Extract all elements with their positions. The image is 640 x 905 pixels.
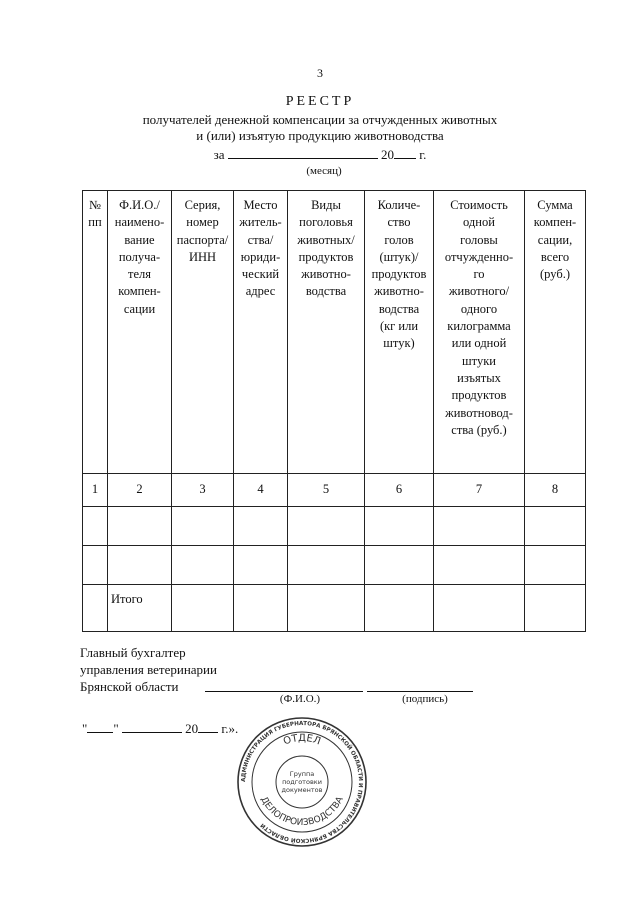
month-blank bbox=[228, 146, 378, 159]
header-label-line: житель- bbox=[239, 215, 282, 230]
header-label-line: Серия, bbox=[184, 198, 221, 212]
signer-title-line-2: управления ветеринарии bbox=[80, 662, 217, 677]
fio-caption: (Ф.И.О.) bbox=[279, 693, 321, 705]
header-label-line: или одной bbox=[451, 336, 507, 351]
header-label-line: животного/ bbox=[448, 284, 510, 299]
header-label-line: адрес bbox=[245, 284, 276, 299]
empty-cell bbox=[365, 546, 434, 585]
signer-title-line-1: Главный бухгалтер bbox=[80, 645, 186, 660]
column-number: 6 bbox=[365, 474, 434, 507]
period-year-prefix: 20 bbox=[381, 147, 395, 162]
header-label-line: сации bbox=[123, 301, 156, 316]
column-number: 7 bbox=[434, 474, 525, 507]
header-label-line: компен- bbox=[118, 284, 161, 299]
register-table bbox=[82, 190, 586, 632]
svg-text:ОТДЕЛ bbox=[282, 733, 322, 747]
header-label-line: вание bbox=[124, 232, 155, 247]
header-cell bbox=[172, 191, 234, 474]
signature-line bbox=[367, 691, 473, 692]
header-cell bbox=[365, 191, 434, 474]
empty-cell bbox=[83, 507, 108, 546]
header-label-line: компен- bbox=[533, 215, 577, 230]
header-label-line: Виды bbox=[311, 198, 341, 212]
header-label-line: килограмма bbox=[447, 319, 511, 334]
header-label-line: продуктов bbox=[451, 388, 507, 403]
header-label-line: штук) bbox=[383, 336, 415, 351]
header-label-line: головы bbox=[460, 232, 498, 247]
empty-cell bbox=[108, 546, 172, 585]
column-number: 1 bbox=[83, 474, 108, 507]
day-blank bbox=[87, 720, 113, 733]
header-label-line: (штук)/ bbox=[379, 249, 419, 264]
header-label-line: животно- bbox=[374, 284, 424, 299]
department-stamp bbox=[236, 716, 368, 848]
column-number-row bbox=[83, 474, 586, 507]
empty-cell bbox=[83, 585, 108, 632]
header-label-line: штуки bbox=[462, 353, 496, 368]
signature-caption: (подпись) bbox=[402, 693, 448, 705]
header-label-line: продуктов bbox=[298, 249, 354, 264]
header-label-line: Ф.И.О./ bbox=[119, 198, 160, 212]
month-blank-date bbox=[122, 720, 182, 733]
header-label-line: ства (руб.) bbox=[451, 422, 507, 437]
header-label-line: (руб.) bbox=[540, 267, 570, 282]
empty-cell bbox=[365, 585, 434, 632]
header-label-line: (кг или bbox=[379, 319, 419, 334]
header-cell bbox=[434, 191, 525, 474]
header-label-line: наимено- bbox=[114, 215, 165, 230]
empty-row bbox=[83, 507, 586, 546]
header-label-line: водства bbox=[378, 301, 420, 316]
header-label-line: № bbox=[89, 198, 101, 212]
empty-cell bbox=[434, 546, 525, 585]
header-label-line: отчужденно- bbox=[444, 249, 514, 264]
empty-cell bbox=[172, 585, 234, 632]
header-label-line: водства bbox=[305, 284, 347, 299]
header-label-line: Количе- bbox=[377, 198, 421, 212]
header-label-line: животно- bbox=[301, 267, 351, 282]
header-label-line: получа- bbox=[118, 249, 161, 264]
stamp-center-line-3: документов bbox=[281, 786, 323, 794]
header-label-line: ства/ bbox=[247, 232, 274, 247]
period-row bbox=[0, 146, 640, 163]
header-cell bbox=[108, 191, 172, 474]
empty-cell bbox=[288, 585, 365, 632]
svg-text:ДЕЛОПРОИЗВОДСТВА bbox=[258, 795, 346, 829]
empty-cell bbox=[234, 507, 288, 546]
empty-cell bbox=[288, 546, 365, 585]
empty-cell bbox=[288, 507, 365, 546]
year-blank-date bbox=[198, 720, 218, 733]
column-number: 8 bbox=[525, 474, 586, 507]
header-label-line: теля bbox=[128, 267, 151, 282]
header-label-line: ИНН bbox=[188, 249, 217, 264]
header-cell bbox=[234, 191, 288, 474]
signer-title-line-3: Брянской области bbox=[80, 679, 179, 694]
empty-cell bbox=[108, 507, 172, 546]
fio-line bbox=[205, 691, 363, 692]
column-number: 5 bbox=[288, 474, 365, 507]
header-label-line: ческий bbox=[241, 267, 280, 282]
header-label-line: изъятых bbox=[457, 370, 501, 385]
header-label-line: всего bbox=[540, 249, 570, 264]
header-label-line: голов bbox=[384, 232, 414, 247]
header-label-line: юриди- bbox=[240, 249, 281, 264]
empty-cell bbox=[525, 585, 586, 632]
empty-cell bbox=[525, 507, 586, 546]
header-label-line: одного bbox=[460, 301, 498, 316]
column-number: 3 bbox=[172, 474, 234, 507]
header-label-line: Место bbox=[243, 198, 278, 212]
empty-cell bbox=[525, 546, 586, 585]
empty-cell bbox=[234, 585, 288, 632]
header-label-line: Сумма bbox=[537, 198, 573, 212]
page-number: 3 bbox=[317, 66, 323, 80]
empty-cell bbox=[434, 585, 525, 632]
total-label: Итого bbox=[108, 585, 172, 632]
date-year-prefix: 20 bbox=[185, 721, 199, 736]
header-label-line: пп bbox=[88, 215, 102, 230]
empty-cell bbox=[172, 507, 234, 546]
subtitle-line-1: получателей денежной компенсации за отчужденных животных bbox=[142, 112, 498, 127]
date-line bbox=[82, 720, 238, 737]
stamp-ring-text: АДМИНИСТРАЦИЯ ГУБЕРНАТОРА БРЯНСКОЙ ОБЛАСТИ И ПРАВИТЕЛЬСТВА БРЯНСКОЙ ОБЛАСТИ bbox=[240, 720, 364, 844]
header-row bbox=[83, 191, 586, 474]
stamp-dept-top: ОТДЕЛ bbox=[282, 732, 323, 748]
empty-row bbox=[83, 546, 586, 585]
header-cell bbox=[83, 191, 108, 474]
empty-cell bbox=[434, 507, 525, 546]
header-label-line: одной bbox=[463, 215, 495, 230]
stamp-center-line-1: Группа bbox=[289, 770, 315, 778]
header-cell bbox=[525, 191, 586, 474]
header-label-line: животновод- bbox=[445, 405, 513, 420]
empty-cell bbox=[83, 546, 108, 585]
subtitle-line-2: и (или) изъятую продукцию животноводства bbox=[196, 128, 444, 143]
header-label-line: поголовья bbox=[299, 215, 353, 230]
date-suffix: г.». bbox=[221, 721, 239, 736]
header-label-line: сации, bbox=[537, 232, 573, 247]
period-suffix: г. bbox=[419, 147, 427, 162]
empty-cell bbox=[172, 546, 234, 585]
header-label-line: животных/ bbox=[297, 232, 355, 247]
month-caption: (месяц) bbox=[306, 165, 342, 177]
empty-cell bbox=[234, 546, 288, 585]
date-close-quote: " bbox=[113, 721, 119, 736]
header-label-line: номер bbox=[186, 215, 219, 230]
year-blank bbox=[394, 146, 416, 159]
empty-cell bbox=[365, 507, 434, 546]
header-label-line: ство bbox=[387, 215, 411, 230]
column-number: 4 bbox=[234, 474, 288, 507]
date-open-quote: " bbox=[82, 721, 88, 736]
header-label-line: паспорта/ bbox=[176, 232, 229, 247]
column-number: 2 bbox=[108, 474, 172, 507]
total-row bbox=[83, 585, 586, 632]
header-label-line: го bbox=[473, 267, 485, 282]
stamp-dept-bottom: ДЕЛОПРОИЗВОДСТВА bbox=[258, 795, 346, 829]
period-prefix: за bbox=[213, 147, 225, 162]
header-label-line: продуктов bbox=[371, 267, 427, 282]
document-title: РЕЕСТР bbox=[285, 94, 355, 109]
header-label-line: Стоимость bbox=[450, 198, 508, 212]
header-cell bbox=[288, 191, 365, 474]
stamp-center-line-2: подготовки bbox=[282, 778, 322, 786]
